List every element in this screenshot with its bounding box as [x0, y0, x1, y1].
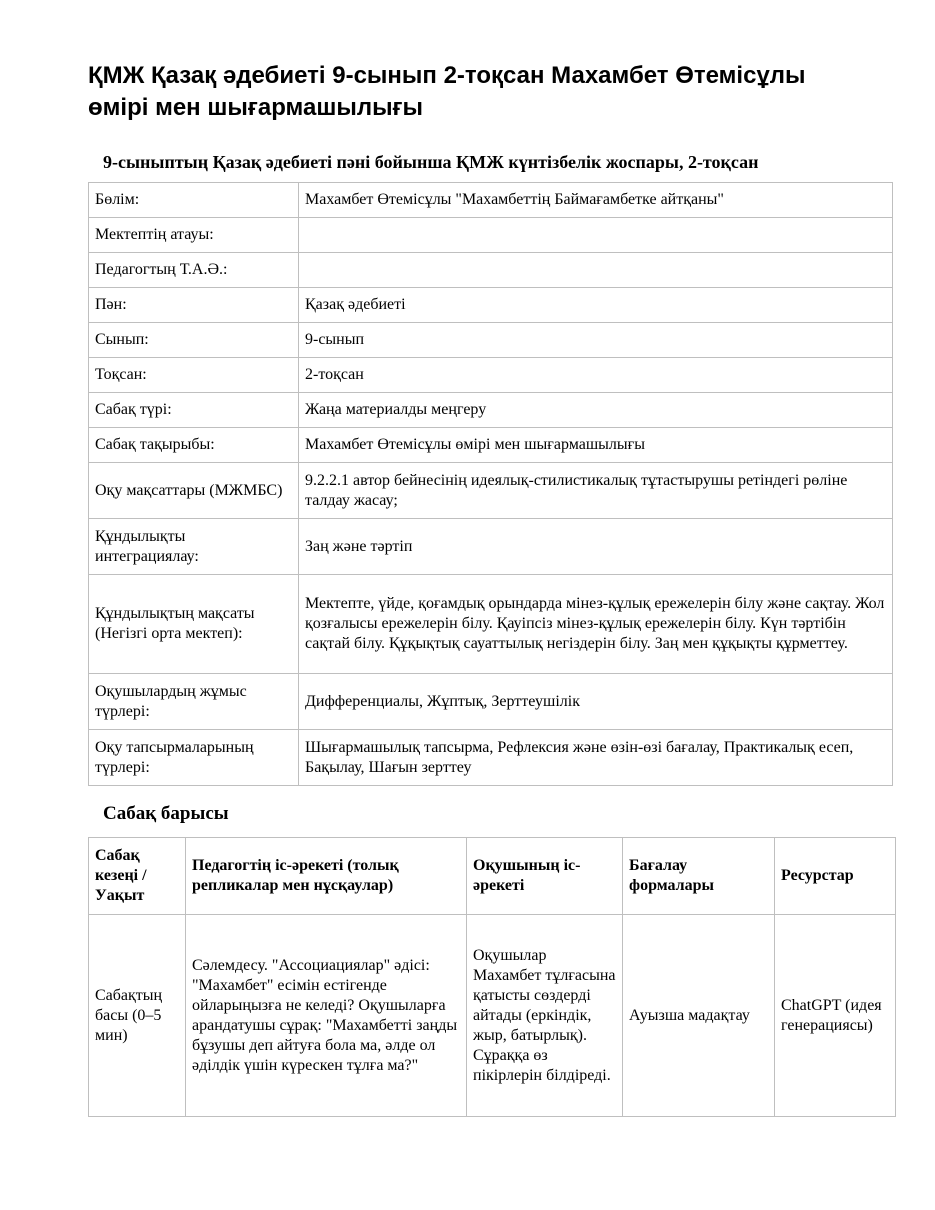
- info-key: Бөлім:: [89, 183, 299, 218]
- info-value: [299, 253, 893, 288]
- lesson-section-title: Сабақ барысы: [103, 803, 229, 824]
- info-row: [89, 463, 893, 519]
- info-value: Заң және тәртіп: [299, 519, 893, 575]
- info-key: Сабақ тақырыбы:: [89, 428, 299, 463]
- info-key: Тоқсан:: [89, 358, 299, 393]
- info-row: [89, 323, 893, 358]
- info-value: Дифференциалы, Жұптық, Зерттеушілік: [299, 674, 893, 730]
- info-row: [89, 358, 893, 393]
- info-row: [89, 519, 893, 575]
- column-header-resources: Ресурстар: [775, 838, 896, 915]
- info-key: Оқу тапсырмаларының түрлері:: [89, 730, 299, 786]
- info-value: 9.2.2.1 автор бейнесінің идеялық-стилистикалық тұтастырушы ретіндегі рөліне талдау жасау;: [299, 463, 893, 519]
- info-value: Мектепте, үйде, қоғамдық орындарда мінез-құлық ережелерін білу және сақтау. Жол қозғалысы ережелерін білу. Қауіпсіз мінез-құлық ережелерін білу. Күн тәртібін сақтай білу. Құқықтық сауаттылық негіздерін білу. Заң мен құқықты құрметтеу.: [299, 575, 893, 674]
- info-row: [89, 288, 893, 323]
- info-row: [89, 674, 893, 730]
- info-key: Педагогтың Т.А.Ә.:: [89, 253, 299, 288]
- info-value: Махамбет Өтемісұлы өмірі мен шығармашылығы: [299, 428, 893, 463]
- student-cell: Оқушылар Махамбет тұлғасына қатысты сөздерді айтады (еркіндік, жыр, батырлық). Сұраққа өз пікірлерін білдіреді.: [467, 915, 623, 1117]
- info-row: [89, 428, 893, 463]
- info-key: Құндылықтың мақсаты (Негізгі орта мектеп):: [89, 575, 299, 674]
- info-value: Шығармашылық тапсырма, Рефлексия және өзін-өзі бағалау, Практикалық есеп, Бақылау, Шағын зерттеу: [299, 730, 893, 786]
- column-header-stage: Сабақ кезеңі / Уақыт: [89, 838, 186, 915]
- info-key: Құндылықты интеграциялау:: [89, 519, 299, 575]
- info-table: [88, 182, 893, 786]
- document-page: [88, 60, 893, 1117]
- document-title: ҚМЖ Қазақ әдебиеті 9-сынып 2-тоқсан Махамбет Өтемісұлы өмірі мен шығармашылығы: [88, 62, 806, 121]
- info-key: Пән:: [89, 288, 299, 323]
- info-key: Мектептің атауы:: [89, 218, 299, 253]
- resources-cell: ChatGPT (идея генерациясы): [775, 915, 896, 1117]
- assessment-cell: Ауызша мадақтау: [623, 915, 775, 1117]
- info-value: 2-тоқсан: [299, 358, 893, 393]
- lesson-table: [88, 837, 896, 1117]
- table-row: [89, 915, 896, 1117]
- lesson-header-row: [89, 838, 896, 915]
- column-header-assessment: Бағалау формалары: [623, 838, 775, 915]
- info-key: Сабақ түрі:: [89, 393, 299, 428]
- info-row: [89, 253, 893, 288]
- info-value: 9-сынып: [299, 323, 893, 358]
- info-row: [89, 575, 893, 674]
- info-key: Оқу мақсаттары (МЖМБС): [89, 463, 299, 519]
- teacher-cell: Сәлемдесу. "Ассоциациялар" әдісі: "Махамбет" есімін естігенде ойларыңызға не келеді? Оқушыларға арандатушы сұрақ: "Махамбетті заңды бұзушы деп айтуға бола ма, әлде ол әділдік үшін күрескен тұлға ма?": [186, 915, 467, 1117]
- info-row: [89, 730, 893, 786]
- info-value: Жаңа материалды меңгеру: [299, 393, 893, 428]
- info-value: [299, 218, 893, 253]
- info-key: Оқушылардың жұмыс түрлері:: [89, 674, 299, 730]
- info-value: Махамбет Өтемісұлы "Махамбеттің Баймағамбетке айтқаны": [299, 183, 893, 218]
- column-header-student: Оқушының іс-әрекеті: [467, 838, 623, 915]
- info-row: [89, 218, 893, 253]
- column-header-teacher: Педагогтің іс-әрекеті (толық репликалар мен нұсқаулар): [186, 838, 467, 915]
- stage-cell: Сабақтың басы (0–5 мин): [89, 915, 186, 1117]
- info-value: Қазақ әдебиеті: [299, 288, 893, 323]
- info-key: Сынып:: [89, 323, 299, 358]
- info-row: [89, 183, 893, 218]
- info-row: [89, 393, 893, 428]
- plan-subtitle: 9-сыныптың Қазақ әдебиеті пәні бойынша ҚМЖ күнтізбелік жоспары, 2-тоқсан: [103, 152, 759, 172]
